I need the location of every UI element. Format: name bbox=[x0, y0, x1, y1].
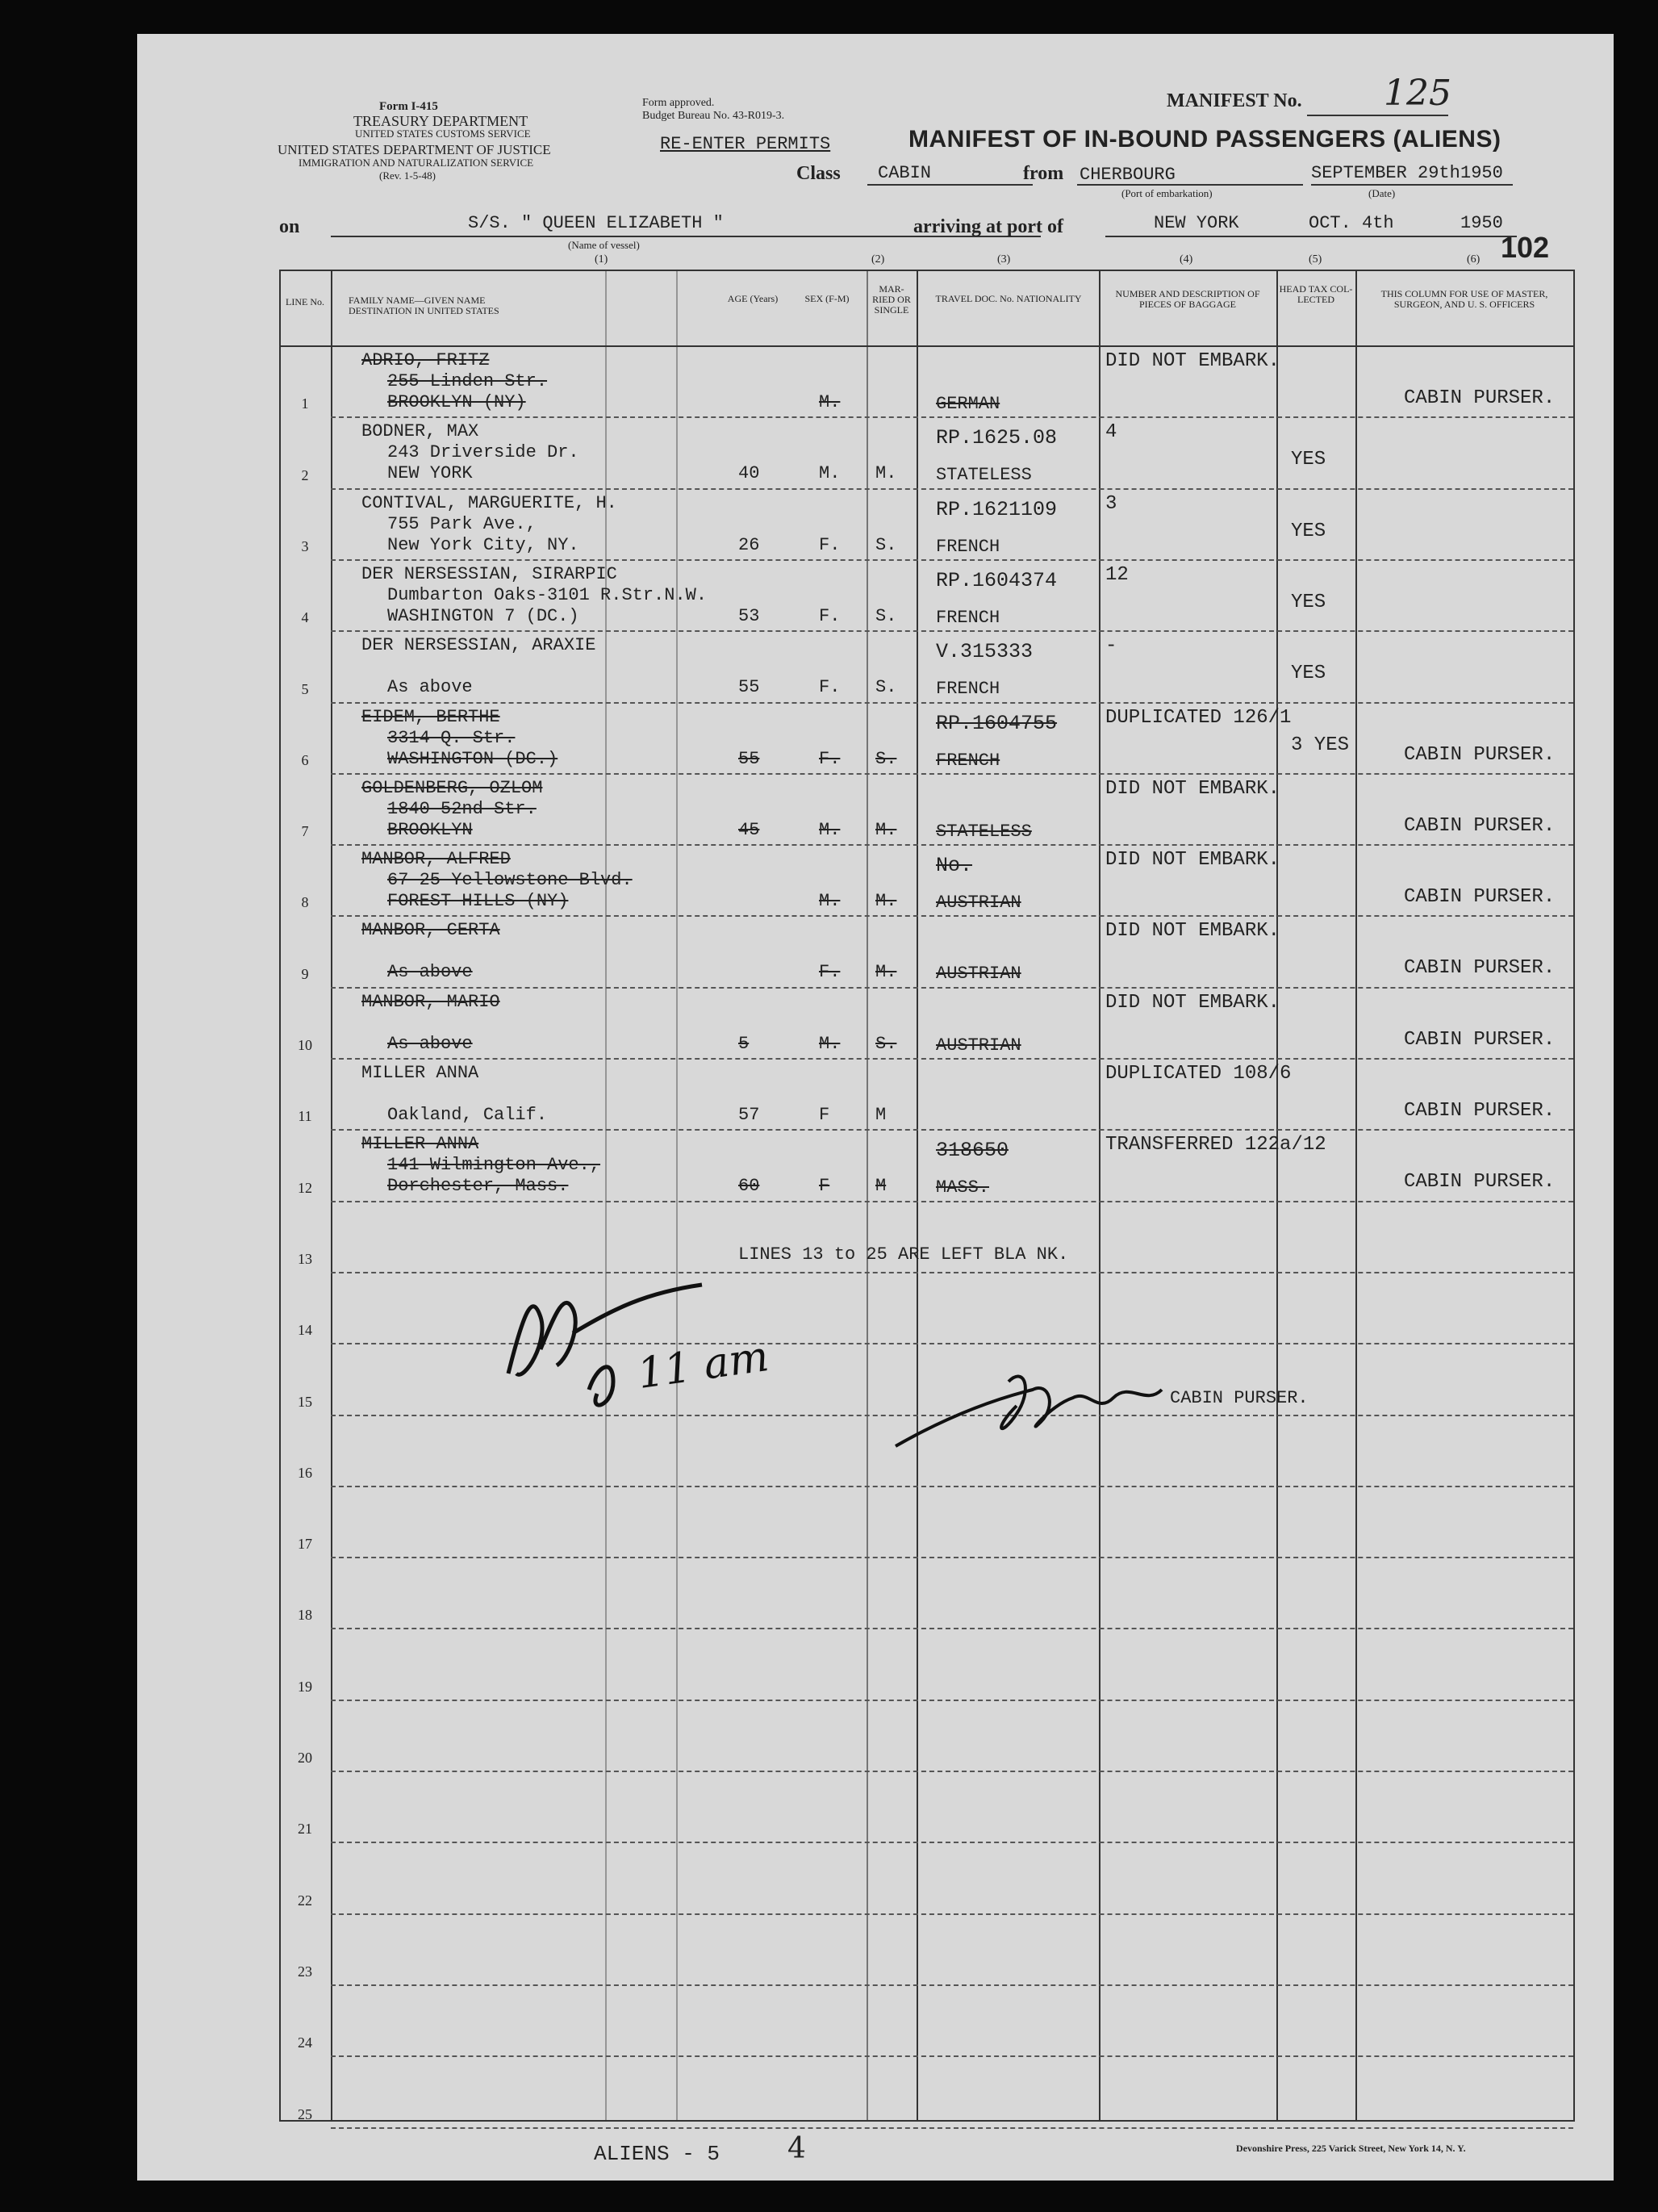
date-line bbox=[1311, 184, 1513, 186]
page-number: 102 bbox=[1501, 231, 1550, 264]
passenger-sex: F bbox=[819, 1105, 830, 1125]
col-divider bbox=[867, 270, 868, 2122]
travel-doc: RP.1604755 bbox=[936, 712, 1058, 735]
manifest-number: 125 bbox=[1384, 73, 1451, 114]
baggage: DID NOT EMBARK. bbox=[1105, 350, 1280, 372]
row-rule bbox=[331, 416, 1573, 418]
line-number: 14 bbox=[298, 1322, 312, 1338]
line-number: 20 bbox=[298, 1750, 312, 1766]
col-header-baggage: NUMBER AND DESCRIPTION OF PIECES OF BAGGAGE bbox=[1115, 288, 1260, 310]
nationality: AUSTRIAN bbox=[936, 964, 1021, 984]
class-value: CABIN bbox=[878, 163, 932, 183]
passenger-sex: F. bbox=[819, 962, 841, 982]
passenger-destination: New York City, NY. bbox=[387, 535, 579, 555]
passenger-age: 40 bbox=[738, 463, 760, 483]
passenger-age: 5 bbox=[738, 1034, 750, 1054]
col-header-name: FAMILY NAME—GIVEN NAME DESTINATION IN UNITED STATES bbox=[349, 295, 499, 316]
table-right-border bbox=[1573, 270, 1575, 2122]
row-rule bbox=[331, 702, 1573, 704]
row-rule bbox=[331, 1771, 1573, 1772]
passenger-marital: M bbox=[875, 1176, 887, 1196]
aliens-count: ALIENS - 5 bbox=[594, 2142, 720, 2166]
row-rule bbox=[331, 488, 1573, 490]
purser-signature bbox=[887, 1357, 1194, 1462]
col-divider bbox=[1099, 270, 1100, 2122]
passenger-age: 53 bbox=[738, 606, 760, 626]
from-label: from bbox=[1023, 163, 1064, 184]
officer-remark: CABIN PURSER. bbox=[1404, 886, 1556, 908]
line-number: 9 bbox=[301, 966, 309, 982]
manifest-no-line bbox=[1307, 115, 1448, 116]
line-number: 16 bbox=[298, 1465, 312, 1481]
passenger-address: 3314 Q. Str. bbox=[387, 728, 516, 748]
officer-remark: CABIN PURSER. bbox=[1404, 815, 1556, 837]
officer-remark: CABIN PURSER. bbox=[1404, 1171, 1556, 1193]
col-header-headtax: HEAD TAX COL-LECTED bbox=[1279, 283, 1353, 305]
line-number: 6 bbox=[301, 752, 309, 768]
passenger-sex: F. bbox=[819, 677, 841, 697]
col-divider bbox=[917, 270, 918, 2122]
passenger-name: EIDEM, BERTHE bbox=[361, 707, 500, 727]
col-header-line: LINE No. bbox=[286, 296, 324, 307]
col-divider bbox=[605, 270, 607, 2122]
travel-doc: No. bbox=[936, 854, 973, 877]
baggage: 12 bbox=[1105, 564, 1129, 586]
page-title: MANIFEST OF IN-BOUND PASSENGERS (ALIENS) bbox=[908, 126, 1501, 153]
row-rule bbox=[331, 1913, 1573, 1915]
line-number: 21 bbox=[298, 1821, 312, 1837]
passenger-sex: M. bbox=[819, 392, 841, 412]
passenger-sex: F. bbox=[819, 749, 841, 769]
row-rule bbox=[331, 844, 1573, 846]
passenger-age: 55 bbox=[738, 677, 760, 697]
line-number: 5 bbox=[301, 681, 309, 697]
printer-imprint: Devonshire Press, 225 Varick Street, New York 14, N. Y. bbox=[1236, 2143, 1466, 2154]
aliens-handwritten: 4 bbox=[787, 2132, 806, 2165]
passenger-destination: WASHINGTON 7 (DC.) bbox=[387, 606, 579, 626]
col-header-age: AGE (Years) bbox=[727, 293, 779, 304]
passenger-address: 67-25 Yellowstone Blvd. bbox=[387, 870, 633, 890]
col-num-3: (3) bbox=[997, 253, 1011, 266]
baggage: - bbox=[1105, 635, 1117, 657]
passenger-marital: M. bbox=[875, 962, 897, 982]
embark-date: SEPTEMBER 29th bbox=[1311, 163, 1460, 183]
col-num-5: (5) bbox=[1309, 253, 1322, 266]
manifest-sheet bbox=[137, 34, 1614, 2181]
nationality: STATELESS bbox=[936, 465, 1032, 485]
row-rule bbox=[331, 1557, 1573, 1558]
passenger-marital: S. bbox=[875, 535, 897, 555]
col-divider bbox=[279, 270, 281, 2122]
row-rule bbox=[331, 915, 1573, 917]
col-divider bbox=[1355, 270, 1357, 2122]
nationality: GERMAN bbox=[936, 394, 1000, 414]
passenger-marital: M. bbox=[875, 463, 897, 483]
head-tax: YES bbox=[1291, 663, 1326, 684]
nationality: AUSTRIAN bbox=[936, 1035, 1021, 1056]
passenger-destination: Oakland, Calif. bbox=[387, 1105, 548, 1125]
passenger-destination: As above bbox=[387, 677, 473, 697]
col-header-officers: THIS COLUMN FOR USE OF MASTER, SURGEON, AND U. S. OFFICERS bbox=[1380, 288, 1548, 310]
passenger-name: CONTIVAL, MARGUERITE, H. bbox=[361, 493, 617, 513]
port-embarkation: CHERBOURG bbox=[1080, 165, 1176, 185]
line-number: 2 bbox=[301, 467, 309, 483]
passenger-name: MANBOR, CERTA bbox=[361, 920, 500, 940]
row-rule bbox=[331, 1984, 1573, 1986]
passenger-age: 55 bbox=[738, 749, 760, 769]
table-top-border bbox=[279, 270, 1574, 271]
row-rule bbox=[331, 987, 1573, 989]
passenger-marital: M bbox=[875, 1105, 887, 1125]
passenger-destination: FOREST HILLS (NY) bbox=[387, 891, 569, 911]
form-approved: Form approved. bbox=[642, 97, 715, 109]
line-number: 12 bbox=[298, 1180, 312, 1196]
arrival-date: OCT. 4th bbox=[1309, 213, 1394, 233]
col-num-1: (1) bbox=[595, 253, 608, 266]
handwritten-time: 11 am bbox=[634, 1332, 772, 1399]
row-rule bbox=[331, 2127, 1573, 2129]
row-rule bbox=[331, 1700, 1573, 1701]
class-line bbox=[867, 184, 1033, 186]
vessel-caption: (Name of vessel) bbox=[568, 239, 640, 251]
officer-remark: CABIN PURSER. bbox=[1404, 1100, 1556, 1122]
row-rule bbox=[331, 1628, 1573, 1629]
line-number: 17 bbox=[298, 1536, 312, 1552]
col-divider bbox=[331, 270, 332, 2122]
row-rule bbox=[331, 559, 1573, 561]
passenger-marital: S. bbox=[875, 1034, 897, 1054]
line-number: 4 bbox=[301, 609, 309, 625]
passenger-marital: M. bbox=[875, 891, 897, 911]
blank-lines-note: LINES 13 to 25 ARE LEFT BLA NK. bbox=[738, 1244, 1069, 1265]
nationality: FRENCH bbox=[936, 537, 1000, 557]
vessel-name: S/S. " QUEEN ELIZABETH " bbox=[468, 213, 724, 233]
line-number: 7 bbox=[301, 823, 309, 839]
baggage: 3 bbox=[1105, 493, 1117, 515]
nationality: AUSTRIAN bbox=[936, 893, 1021, 913]
arrival-port: NEW YORK bbox=[1154, 213, 1239, 233]
passenger-sex: M. bbox=[819, 1034, 841, 1054]
line-number: 13 bbox=[298, 1251, 312, 1267]
passenger-address: 255 Linden Str. bbox=[387, 371, 548, 391]
col-header-sex: SEX (F-M) bbox=[804, 293, 850, 304]
passenger-sex: M. bbox=[819, 463, 841, 483]
reenter-permits: RE-ENTER PERMITS bbox=[660, 134, 831, 154]
customs-service: UNITED STATES CUSTOMS SERVICE bbox=[355, 128, 531, 140]
line-number: 19 bbox=[298, 1679, 312, 1695]
passenger-name: MILLER ANNA bbox=[361, 1134, 479, 1154]
officer-remark: CABIN PURSER. bbox=[1404, 744, 1556, 766]
passenger-destination: As above bbox=[387, 1034, 473, 1054]
passenger-address: 141 Wilmington Ave., bbox=[387, 1155, 601, 1175]
passenger-destination: BROOKLYN (NY) bbox=[387, 392, 526, 412]
passenger-address: Dumbarton Oaks-3101 R.Str.N.W. bbox=[387, 585, 708, 605]
head-tax: 3 YES bbox=[1291, 734, 1350, 756]
passenger-age: 60 bbox=[738, 1176, 760, 1196]
passenger-destination: Dorchester, Mass. bbox=[387, 1176, 569, 1196]
passenger-name: GOLDENBERG, OZLOM bbox=[361, 778, 543, 798]
passenger-name: MANBOR, ALFRED bbox=[361, 849, 511, 869]
row-rule bbox=[331, 1486, 1573, 1487]
passenger-address: 1840 52nd Str. bbox=[387, 799, 537, 819]
ins-service: IMMIGRATION AND NATURALIZATION SERVICE bbox=[299, 157, 534, 169]
arriving-label: arriving at port of bbox=[913, 216, 1063, 237]
budget-bureau: Budget Bureau No. 43-R019-3. bbox=[642, 110, 785, 122]
port-embark-caption: (Port of embarkation) bbox=[1121, 187, 1213, 199]
on-label: on bbox=[279, 216, 300, 237]
officer-remark: CABIN PURSER. bbox=[1404, 387, 1556, 409]
passenger-marital: S. bbox=[875, 677, 897, 697]
row-rule bbox=[331, 1201, 1573, 1202]
row-rule bbox=[331, 1058, 1573, 1060]
row-rule bbox=[331, 630, 1573, 632]
head-tax: YES bbox=[1291, 449, 1326, 470]
baggage: DID NOT EMBARK. bbox=[1105, 920, 1280, 942]
passenger-sex: F. bbox=[819, 535, 841, 555]
col-header-married: MAR-RIED OR SINGLE bbox=[872, 283, 911, 316]
baggage: 4 bbox=[1105, 421, 1117, 443]
passenger-sex: M. bbox=[819, 820, 841, 840]
passenger-destination: WASHINGTON (DC.) bbox=[387, 749, 558, 769]
class-label: Class bbox=[796, 163, 841, 184]
passenger-address: 243 Driverside Dr. bbox=[387, 442, 579, 462]
travel-doc: RP.1621109 bbox=[936, 498, 1058, 521]
passenger-age: 26 bbox=[738, 535, 760, 555]
line-number: 1 bbox=[301, 395, 309, 412]
nationality: FRENCH bbox=[936, 679, 1000, 699]
passenger-sex: F bbox=[819, 1176, 830, 1196]
justice-dept: UNITED STATES DEPARTMENT OF JUSTICE bbox=[278, 142, 551, 157]
line-number: 8 bbox=[301, 894, 309, 910]
form-number: Form I-415 bbox=[379, 100, 438, 113]
passenger-name: BODNER, MAX bbox=[361, 421, 479, 441]
passenger-name: DER NERSESSIAN, ARAXIE bbox=[361, 635, 596, 655]
baggage: DUPLICATED 126/1 bbox=[1105, 707, 1292, 729]
passenger-name: DER NERSESSIAN, SIRARPIC bbox=[361, 564, 617, 584]
treasury-dept: TREASURY DEPARTMENT bbox=[353, 113, 528, 129]
manifest-label: MANIFEST No. bbox=[1167, 90, 1302, 111]
line-number: 22 bbox=[298, 1892, 312, 1909]
passenger-marital: S. bbox=[875, 749, 897, 769]
line-number: 25 bbox=[298, 2106, 312, 2122]
row-rule bbox=[331, 1129, 1573, 1131]
arrival-line bbox=[1105, 236, 1517, 237]
table-bottom-border bbox=[279, 2120, 1574, 2122]
col-num-2: (2) bbox=[871, 253, 885, 266]
baggage: DUPLICATED 108/6 bbox=[1105, 1063, 1292, 1085]
passenger-destination: As above bbox=[387, 962, 473, 982]
head-tax: YES bbox=[1291, 592, 1326, 613]
head-tax: YES bbox=[1291, 521, 1326, 542]
line-number: 15 bbox=[298, 1394, 312, 1410]
line-number: 18 bbox=[298, 1607, 312, 1623]
line-number: 23 bbox=[298, 1963, 312, 1980]
line-number: 24 bbox=[298, 2034, 312, 2051]
nationality: FRENCH bbox=[936, 608, 1000, 628]
passenger-marital: S. bbox=[875, 606, 897, 626]
baggage: DID NOT EMBARK. bbox=[1105, 778, 1280, 800]
passenger-age: 57 bbox=[738, 1105, 760, 1125]
passenger-address: 755 Park Ave., bbox=[387, 514, 537, 534]
line-number: 11 bbox=[298, 1108, 312, 1124]
nationality: FRENCH bbox=[936, 751, 1000, 771]
officer-remark: CABIN PURSER. bbox=[1404, 1029, 1556, 1051]
col-divider bbox=[676, 270, 678, 2122]
passenger-name: MANBOR, MARIO bbox=[361, 992, 500, 1012]
arrival-year: 1950 bbox=[1460, 213, 1503, 233]
passenger-name: MILLER ANNA bbox=[361, 1063, 479, 1083]
row-rule bbox=[331, 2055, 1573, 2057]
passenger-destination: BROOKLYN bbox=[387, 820, 473, 840]
passenger-marital: M. bbox=[875, 820, 897, 840]
revision: (Rev. 1-5-48) bbox=[379, 169, 436, 182]
baggage: TRANSFERRED 122a/12 bbox=[1105, 1134, 1326, 1156]
passenger-destination: NEW YORK bbox=[387, 463, 473, 483]
col-divider bbox=[1276, 270, 1278, 2122]
embark-year: 1950 bbox=[1460, 163, 1503, 183]
travel-doc: V.315333 bbox=[936, 640, 1034, 663]
closing-remark: CABIN PURSER. bbox=[1170, 1388, 1309, 1408]
row-rule bbox=[331, 1842, 1573, 1843]
col-num-6: (6) bbox=[1467, 253, 1481, 266]
passenger-sex: M. bbox=[819, 891, 841, 911]
line-number: 3 bbox=[301, 538, 309, 554]
travel-doc: RP.1625.08 bbox=[936, 426, 1058, 450]
passenger-sex: F. bbox=[819, 606, 841, 626]
travel-doc: 318650 bbox=[936, 1139, 1009, 1162]
col-num-4: (4) bbox=[1180, 253, 1193, 266]
baggage: DID NOT EMBARK. bbox=[1105, 992, 1280, 1014]
line-number: 10 bbox=[298, 1037, 312, 1053]
row-rule bbox=[331, 773, 1573, 775]
nationality: STATELESS bbox=[936, 822, 1032, 842]
table-header-border bbox=[279, 345, 1574, 347]
date-caption: (Date) bbox=[1368, 187, 1396, 199]
baggage: DID NOT EMBARK. bbox=[1105, 849, 1280, 871]
passenger-name: ADRIO, FRITZ bbox=[361, 350, 490, 370]
travel-doc: RP.1604374 bbox=[936, 569, 1058, 592]
passenger-age: 45 bbox=[738, 820, 760, 840]
officer-remark: CABIN PURSER. bbox=[1404, 957, 1556, 979]
nationality: MASS. bbox=[936, 1177, 990, 1198]
col-header-travel: TRAVEL DOC. No. NATIONALITY bbox=[935, 293, 1082, 304]
